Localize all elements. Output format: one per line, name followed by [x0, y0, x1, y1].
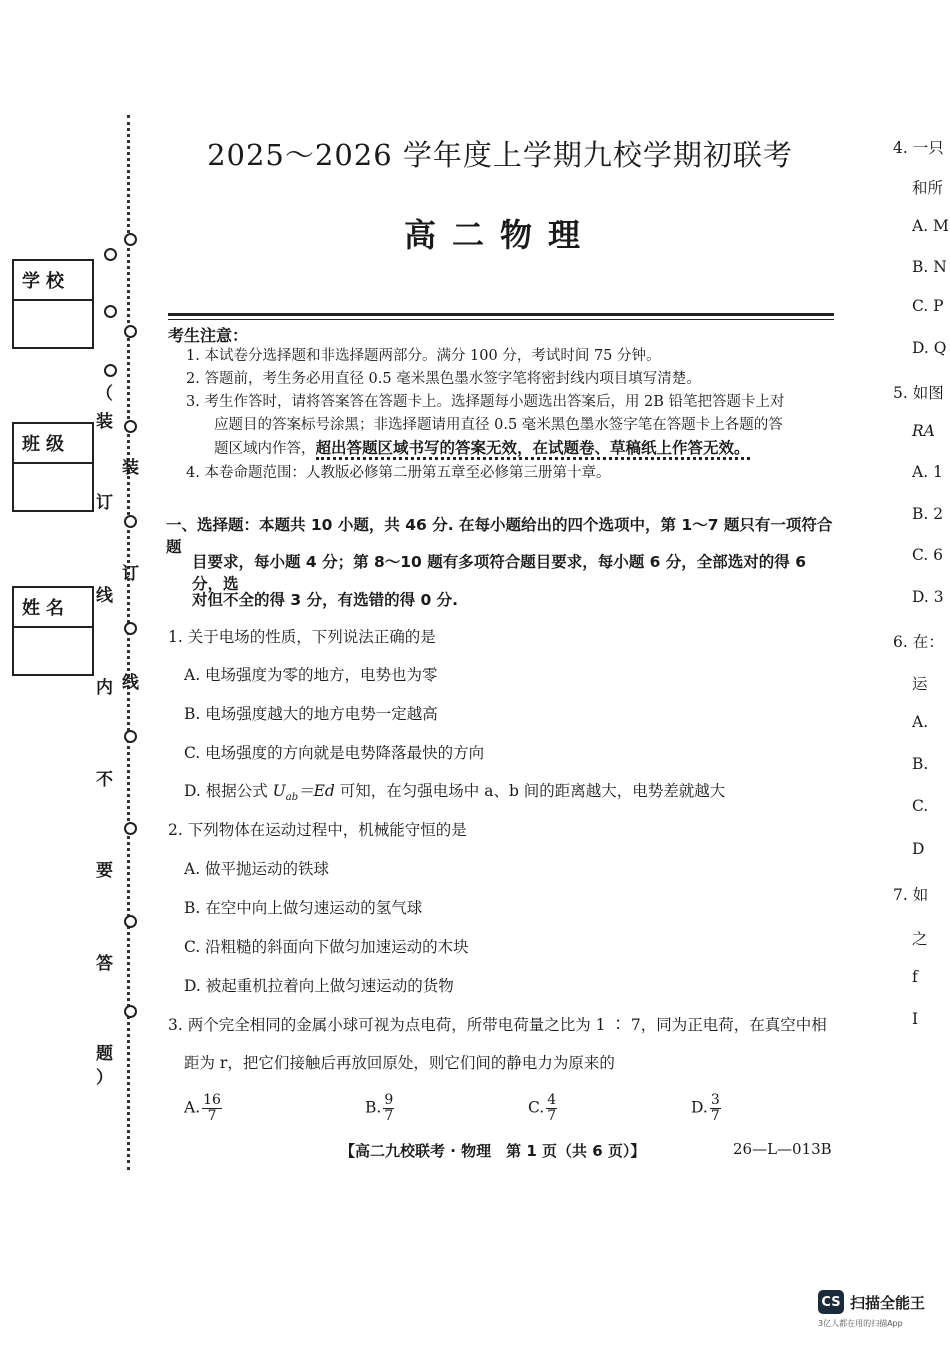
binding-ring	[124, 325, 137, 338]
class-label: 班级	[14, 424, 92, 464]
edge-text: C.	[912, 797, 929, 815]
edge-text: A.	[912, 713, 929, 731]
page-footer: 【高二九校联考 · 物理 第 1 页（共 6 页）】	[340, 1142, 646, 1160]
option-a: A. 做平抛运动的铁球	[184, 860, 330, 878]
class-field[interactable]	[12, 422, 94, 512]
edge-text: 4. 一只	[893, 139, 944, 157]
subject-title: 高二物理	[403, 216, 596, 254]
binding-ring	[124, 420, 137, 433]
binding-ring	[104, 305, 117, 318]
section-instructions: 对但不全的得 3 分，有选错的得 0 分.	[192, 591, 459, 609]
divider	[168, 313, 834, 316]
binding-ring	[124, 915, 137, 928]
exam-title: 2025～2026 学年度上学期九校学期初联考	[207, 138, 793, 172]
notice-item	[214, 437, 836, 460]
option-a: A. 电场强度为零的地方，电势也为零	[184, 666, 438, 684]
seal-char: 不	[96, 770, 113, 790]
option-d: D. 被起重机拉着向上做匀速运动的货物	[184, 977, 454, 995]
edge-text: C. 6	[912, 546, 944, 564]
edge-text: 6. 在：	[893, 633, 944, 651]
binding-ring	[124, 822, 137, 835]
question-stem: 距为 r，把它们接触后再放回原处，则它们间的静电力为原来的	[184, 1054, 615, 1072]
divider	[168, 319, 834, 320]
edge-text: D	[912, 840, 925, 858]
question-stem: 1. 关于电场的性质，下列说法正确的是	[168, 628, 436, 646]
binding-ring	[124, 622, 137, 635]
watermark-name: 扫描全能王	[850, 1294, 926, 1312]
binding-ring	[124, 1005, 137, 1018]
school-field[interactable]	[12, 259, 94, 349]
edge-text: A. 1	[912, 463, 943, 481]
seal-char: 装	[122, 458, 139, 478]
option-c: C. 沿粗糙的斜面向下做匀加速运动的木块	[184, 938, 469, 956]
section-instructions: 目要求，每小题 4 分；第 8～10 题有多项符合题目要求，每小题 6 分，全部选对的得 6 分，选	[192, 553, 806, 593]
edge-text: 之	[912, 930, 928, 948]
edge-text: B. N	[912, 258, 947, 276]
paper-code: 26—L—013B	[733, 1140, 832, 1158]
seal-char: （	[96, 384, 113, 404]
option-d: D. 根据公式 $U_{ab}=Ed$ 可知，在匀强电场中 a、b 间的距离越大，电势差就越大	[184, 782, 726, 804]
binding-ring	[124, 730, 137, 743]
option-c: C. $\frac{4}{7}$	[528, 1092, 557, 1124]
edge-text: 7. 如	[893, 886, 929, 904]
notice-item: 应题目的答案标号涂黑；非选择题请用直径 0.5 毫米黑色墨水签字笔在答题卡上各题的答	[214, 417, 783, 433]
notice-item: 2. 答题前，考生务必用直径 0.5 毫米黑色墨水签字笔将密封线内项目填写清楚。	[186, 371, 701, 387]
binding-ring	[104, 248, 117, 261]
binding-ring	[124, 515, 137, 528]
option-d: D. $\frac{3}{7}$	[691, 1092, 720, 1124]
seal-char: 线	[122, 673, 139, 693]
edge-text: I	[912, 1010, 919, 1028]
seal-char: 订	[122, 564, 139, 584]
seal-char: 题	[96, 1044, 113, 1064]
edge-text: D. Q	[912, 339, 947, 357]
edge-text: D. 3	[912, 588, 944, 606]
notice-emphasis: 超出答题区域书写的答案无效，在试题卷、草稿纸上作答无效。	[316, 439, 750, 460]
edge-text: C. P	[912, 297, 944, 315]
edge-text: B.	[912, 755, 929, 773]
notice-text: 题区域内作答，	[214, 441, 316, 457]
seal-char: ）	[96, 1068, 113, 1088]
edge-text: f	[912, 968, 918, 986]
question-stem: 3. 两个完全相同的金属小球可视为点电荷，所带电荷量之比为 1 ∶ 7，同为正电荷，在真空中相	[168, 1016, 827, 1034]
name-field[interactable]	[12, 586, 94, 676]
notice-item: 4. 本卷命题范围：人教版必修第二册第五章至必修第三册第十章。	[186, 465, 611, 481]
edge-text: 和所	[912, 179, 944, 197]
section-instructions: 一、选择题：本题共 10 小题，共 46 分. 在每小题给出的四个选项中，第 1～7 题只有一项符合题	[166, 516, 833, 556]
seal-char: 内	[96, 678, 113, 698]
edge-text: 5. 如图	[893, 384, 944, 402]
option-b: B. 电场强度越大的地方电势一定越高	[184, 705, 438, 723]
option-b: B. $\frac{9}{7}$	[365, 1092, 394, 1124]
edge-text: B. 2	[912, 505, 944, 523]
binding-ring	[104, 364, 117, 377]
notice-title: 考生注意：	[168, 326, 249, 345]
watermark-subtitle: 3亿人都在用的扫描App	[818, 1319, 903, 1328]
seal-char: 线	[96, 586, 113, 606]
option-a: A. $\frac{16}{7}$	[184, 1092, 221, 1124]
seal-char: 答	[96, 954, 113, 974]
seal-char: 订	[96, 493, 113, 513]
seal-char: 要	[96, 861, 113, 881]
school-label: 学校	[14, 261, 92, 301]
question-stem: 2. 下列物体在运动过程中，机械能守恒的是	[168, 821, 467, 839]
name-label: 姓名	[14, 588, 92, 628]
edge-text: 运	[912, 675, 928, 693]
edge-text: A. M	[912, 217, 949, 235]
seal-char: 装	[96, 412, 113, 432]
option-b: B. 在空中向上做匀速运动的氢气球	[184, 899, 423, 917]
notice-item: 1. 本试卷分选择题和非选择题两部分。满分 100 分，考试时间 75 分钟。	[186, 348, 661, 364]
binding-ring	[124, 233, 137, 246]
edge-text: RA	[912, 422, 935, 440]
notice-item: 3. 考生作答时，请将答案答在答题卡上。选择题每小题选出答案后，用 2B 铅笔把答题卡上对	[186, 394, 785, 410]
camscanner-logo-icon: CS	[818, 1290, 844, 1314]
option-c: C. 电场强度的方向就是电势降落最快的方向	[184, 744, 485, 762]
